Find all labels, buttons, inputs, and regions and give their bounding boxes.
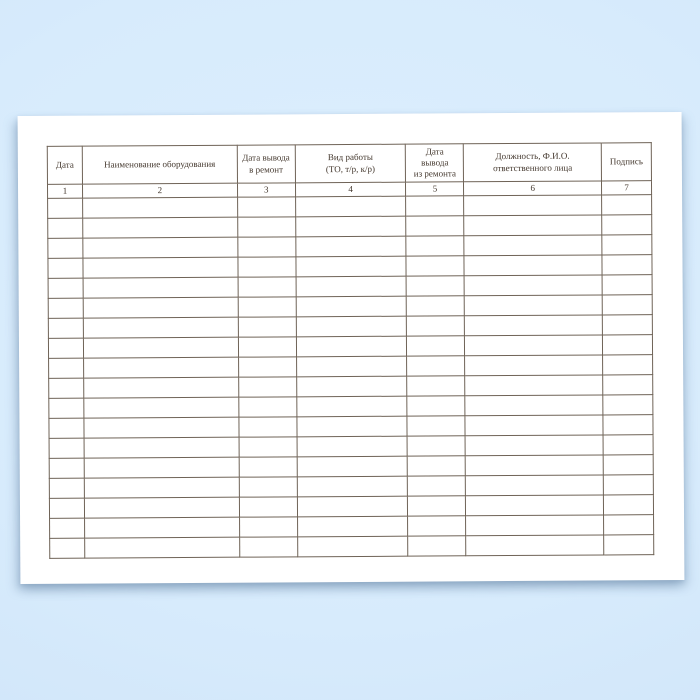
empty-cell-date — [48, 298, 83, 318]
empty-cell-repair-end-date — [406, 216, 464, 236]
empty-cell-equipment-name — [84, 357, 239, 378]
empty-cell-work-type — [295, 236, 406, 257]
empty-cell-signature — [603, 455, 653, 475]
empty-cell-repair-end-date — [406, 196, 464, 216]
empty-cell-equipment-name — [83, 337, 238, 358]
empty-cell-date — [49, 358, 84, 378]
empty-cell-signature — [602, 195, 652, 215]
empty-cell-equipment-name — [84, 497, 239, 518]
empty-cell-responsible-person — [464, 255, 602, 276]
empty-cell-work-type — [297, 456, 408, 477]
empty-cell-signature — [602, 275, 652, 295]
empty-cell-work-type — [296, 356, 407, 377]
empty-cell-date — [50, 538, 85, 558]
empty-cell-repair-start-date — [237, 217, 295, 237]
empty-cell-work-type — [296, 396, 407, 417]
empty-cell-date — [48, 198, 83, 218]
empty-cell-repair-start-date — [239, 537, 297, 557]
empty-cell-date — [48, 218, 83, 238]
empty-cell-repair-end-date — [407, 436, 465, 456]
empty-cell-signature — [603, 495, 653, 515]
empty-cell-repair-start-date — [237, 197, 295, 217]
empty-cell-work-type — [297, 536, 408, 557]
empty-cell-repair-end-date — [407, 376, 465, 396]
table-row — [50, 535, 654, 559]
empty-cell-work-type — [297, 476, 408, 497]
empty-cell-repair-start-date — [238, 257, 296, 277]
empty-cell-date — [49, 398, 84, 418]
empty-cell-signature — [603, 415, 653, 435]
empty-cell-date — [49, 498, 84, 518]
empty-cell-equipment-name — [84, 437, 239, 458]
empty-cell-responsible-person — [465, 315, 603, 336]
document-page — [18, 112, 685, 584]
empty-cell-signature — [603, 355, 653, 375]
empty-cell-work-type — [296, 296, 407, 317]
col-number-7: 7 — [602, 181, 652, 195]
empty-cell-responsible-person — [465, 375, 603, 396]
empty-cell-repair-start-date — [238, 357, 296, 377]
empty-cell-repair-start-date — [238, 237, 296, 257]
col-header-repair-end-date: Дата вывода из ремонта — [406, 144, 464, 182]
empty-cell-responsible-person — [465, 435, 603, 456]
empty-cell-signature — [602, 315, 652, 335]
empty-cell-responsible-person — [465, 355, 603, 376]
empty-cell-date — [50, 518, 85, 538]
empty-cell-repair-end-date — [407, 396, 465, 416]
table-header-row — [47, 143, 651, 185]
empty-cell-repair-start-date — [238, 377, 296, 397]
empty-cell-responsible-person — [464, 195, 602, 216]
empty-cell-work-type — [297, 416, 408, 437]
empty-cell-repair-start-date — [238, 317, 296, 337]
empty-cell-equipment-name — [84, 377, 239, 398]
empty-cell-repair-end-date — [407, 336, 465, 356]
empty-cell-repair-end-date — [407, 316, 465, 336]
empty-cell-date — [49, 478, 84, 498]
empty-cell-work-type — [297, 496, 408, 517]
empty-cell-repair-start-date — [239, 457, 297, 477]
empty-cell-equipment-name — [83, 197, 238, 218]
empty-cell-repair-end-date — [407, 296, 465, 316]
equipment-repair-log-table — [47, 142, 655, 559]
empty-cell-repair-end-date — [408, 456, 466, 476]
empty-cell-date — [49, 418, 84, 438]
empty-cell-date — [48, 338, 83, 358]
empty-cell-repair-start-date — [239, 477, 297, 497]
empty-cell-responsible-person — [465, 415, 603, 436]
empty-cell-repair-start-date — [239, 397, 297, 417]
empty-cell-date — [49, 438, 84, 458]
empty-cell-signature — [602, 255, 652, 275]
empty-cell-repair-end-date — [406, 236, 464, 256]
empty-cell-signature — [602, 235, 652, 255]
col-header-signature: Подпись — [601, 143, 651, 181]
empty-cell-responsible-person — [465, 395, 603, 416]
empty-cell-repair-end-date — [407, 356, 465, 376]
empty-cell-date — [48, 238, 83, 258]
empty-cell-repair-end-date — [408, 536, 466, 556]
empty-cell-responsible-person — [465, 295, 603, 316]
empty-cell-responsible-person — [464, 235, 602, 256]
empty-cell-work-type — [296, 256, 407, 277]
empty-cell-repair-start-date — [238, 297, 296, 317]
empty-cell-repair-end-date — [407, 276, 465, 296]
empty-cell-signature — [604, 535, 654, 555]
empty-cell-work-type — [296, 316, 407, 337]
empty-cell-responsible-person — [466, 455, 604, 476]
empty-cell-work-type — [297, 516, 408, 537]
empty-cell-signature — [603, 435, 653, 455]
empty-cell-repair-start-date — [239, 517, 297, 537]
empty-cell-responsible-person — [466, 535, 604, 556]
empty-cell-equipment-name — [83, 297, 238, 318]
col-number-5: 5 — [406, 182, 464, 196]
empty-cell-equipment-name — [84, 457, 239, 478]
empty-cell-signature — [603, 335, 653, 355]
empty-cell-repair-end-date — [408, 516, 466, 536]
col-header-responsible-person: Должность, Ф.И.О. ответственного лица — [464, 143, 602, 182]
empty-cell-responsible-person — [464, 215, 602, 236]
empty-cell-equipment-name — [83, 317, 238, 338]
empty-cell-responsible-person — [466, 515, 604, 536]
empty-cell-equipment-name — [83, 257, 238, 278]
empty-cell-work-type — [296, 376, 407, 397]
empty-cell-repair-end-date — [407, 416, 465, 436]
empty-cell-equipment-name — [84, 397, 239, 418]
empty-cell-repair-end-date — [408, 496, 466, 516]
empty-cell-repair-start-date — [239, 417, 297, 437]
empty-cell-equipment-name — [84, 477, 239, 498]
empty-cell-equipment-name — [83, 277, 238, 298]
empty-cell-equipment-name — [83, 237, 238, 258]
empty-cell-work-type — [295, 196, 406, 217]
empty-cell-date — [48, 278, 83, 298]
empty-cell-work-type — [297, 436, 408, 457]
col-number-4: 4 — [295, 182, 406, 197]
empty-cell-date — [48, 258, 83, 278]
empty-cell-equipment-name — [83, 217, 238, 238]
col-number-6: 6 — [464, 181, 602, 196]
empty-cell-date — [48, 318, 83, 338]
empty-cell-signature — [602, 215, 652, 235]
col-header-equipment-name: Наименование оборудования — [82, 145, 237, 184]
empty-cell-repair-start-date — [238, 337, 296, 357]
empty-cell-repair-start-date — [239, 437, 297, 457]
empty-cell-repair-end-date — [406, 256, 464, 276]
empty-cell-signature — [604, 515, 654, 535]
empty-cell-repair-start-date — [239, 497, 297, 517]
empty-cell-signature — [603, 395, 653, 415]
col-header-date: Дата — [47, 146, 82, 184]
empty-cell-equipment-name — [85, 517, 240, 538]
empty-cell-signature — [603, 375, 653, 395]
table-body-empty-rows — [48, 195, 654, 559]
empty-cell-signature — [602, 295, 652, 315]
empty-cell-responsible-person — [466, 495, 604, 516]
col-header-work-type: Вид работы (ТО, т/р, к/р) — [295, 144, 406, 183]
empty-cell-work-type — [295, 216, 406, 237]
empty-cell-date — [49, 458, 84, 478]
empty-cell-repair-end-date — [408, 476, 466, 496]
col-header-repair-start-date: Дата вывода в ремонт — [237, 145, 295, 183]
empty-cell-equipment-name — [85, 537, 240, 558]
empty-cell-responsible-person — [465, 335, 603, 356]
empty-cell-repair-start-date — [238, 277, 296, 297]
empty-cell-work-type — [296, 276, 407, 297]
empty-cell-responsible-person — [464, 275, 602, 296]
col-number-2: 2 — [82, 183, 237, 198]
empty-cell-responsible-person — [466, 475, 604, 496]
col-number-3: 3 — [237, 183, 295, 197]
empty-cell-signature — [603, 475, 653, 495]
empty-cell-work-type — [296, 336, 407, 357]
col-number-1: 1 — [47, 184, 82, 198]
empty-cell-date — [49, 378, 84, 398]
empty-cell-equipment-name — [84, 417, 239, 438]
